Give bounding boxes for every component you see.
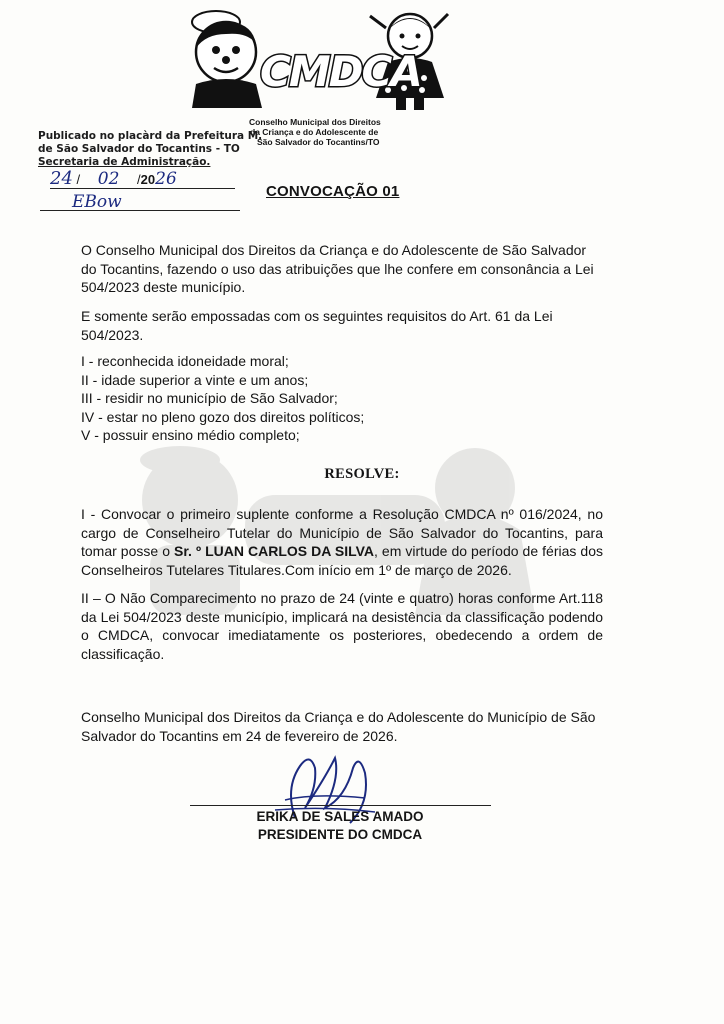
stamp-date-sep-1: / xyxy=(76,172,81,187)
resolution-item-2: II – O Não Comparecimento no prazo de 24 (vinte e quatro) horas conforme Art.118 da Lei 504/2023 deste município, implicará na desistência da classificação podendo o CMDCA, convocar imediatamente os posteriores, obedecendo a ordem de classificação. xyxy=(81,590,603,662)
council-name-line-3: São Salvador do Tocantins/TO xyxy=(257,137,380,147)
document-title: CONVOCAÇÃO 01 xyxy=(266,183,400,200)
signature-line xyxy=(190,805,491,806)
appointee-name: Sr. º LUAN CARLOS DA SILVA xyxy=(174,543,375,559)
stamp-initials: EBow xyxy=(72,192,122,212)
cmdca-logo xyxy=(182,4,452,116)
stamp-date xyxy=(50,168,235,189)
boy-figure-icon xyxy=(192,11,262,108)
publication-stamp xyxy=(38,130,263,169)
list-item: IV - estar no pleno gozo dos direitos políticos; xyxy=(81,408,365,425)
stamp-date-year-prefix: 20 xyxy=(140,172,156,187)
stamp-date-day: 24 xyxy=(50,168,73,189)
stamp-date-sep-2: / xyxy=(137,172,141,187)
stamp-line-3: Secretaria de Administração. xyxy=(38,156,211,168)
council-name-line-2: da Criança e do Adolescente de xyxy=(250,127,379,137)
resolution-item-1 xyxy=(81,505,603,579)
resolve-heading: RESOLVE: xyxy=(324,466,400,482)
signer-name: ERIKA DE SALES AMADO xyxy=(256,809,424,824)
list-item: I - reconhecida idoneidade moral; xyxy=(81,353,289,369)
closing-paragraph: Conselho Municipal dos Direitos da Criança e do Adolescente do Município de São Salvador do Tocantins em 24 de fevereiro de 2026. xyxy=(81,709,596,744)
stamp-line-1: Publicado no placàrd da Prefeitura M. xyxy=(38,130,263,142)
item1-text-part1: I - Convocar o primeiro suplente conforme a Resolução CMDCA nº 016/2024, no cargo de Conselheiro Tutelar do Município de São Salvador do Tocantins, para tomar posse o xyxy=(81,506,603,559)
stamp-divider xyxy=(40,210,240,211)
stamp-date-month: 02 xyxy=(97,169,120,189)
stamp-date-year-suffix: 26 xyxy=(155,169,177,189)
requirements-intro: E somente serão empossadas com os seguintes requisitos do Art. 61 da Lei 504/2023. xyxy=(81,308,553,343)
item1-text-part2: , em virtude do período de férias dos Conselheiros Tutelares Titulares.Com início em 1º de março de 2026. xyxy=(81,543,603,578)
signer-role: PRESIDENTE DO CMDCA xyxy=(257,827,423,842)
list-item: III - residir no município de São Salvador; xyxy=(81,390,338,406)
stamp-line-2: de São Salvador do Tocantins - TO xyxy=(38,143,240,155)
cmdca-logo-text: CMDCA xyxy=(260,47,421,96)
intro-paragraph: O Conselho Municipal dos Direitos da Criança e do Adolescente de São Salvador do Tocantins, fazendo o uso das atribuições que lhe confere em consonância a Lei 504/2023 deste município. xyxy=(81,242,594,295)
list-item: II - idade superior a vinte e um anos; xyxy=(81,371,309,388)
requirements-list xyxy=(81,352,603,445)
council-name-line-1: Conselho Municipal dos Direitos xyxy=(249,117,381,127)
list-item: V - possuir ensino médio completo; xyxy=(81,427,300,443)
